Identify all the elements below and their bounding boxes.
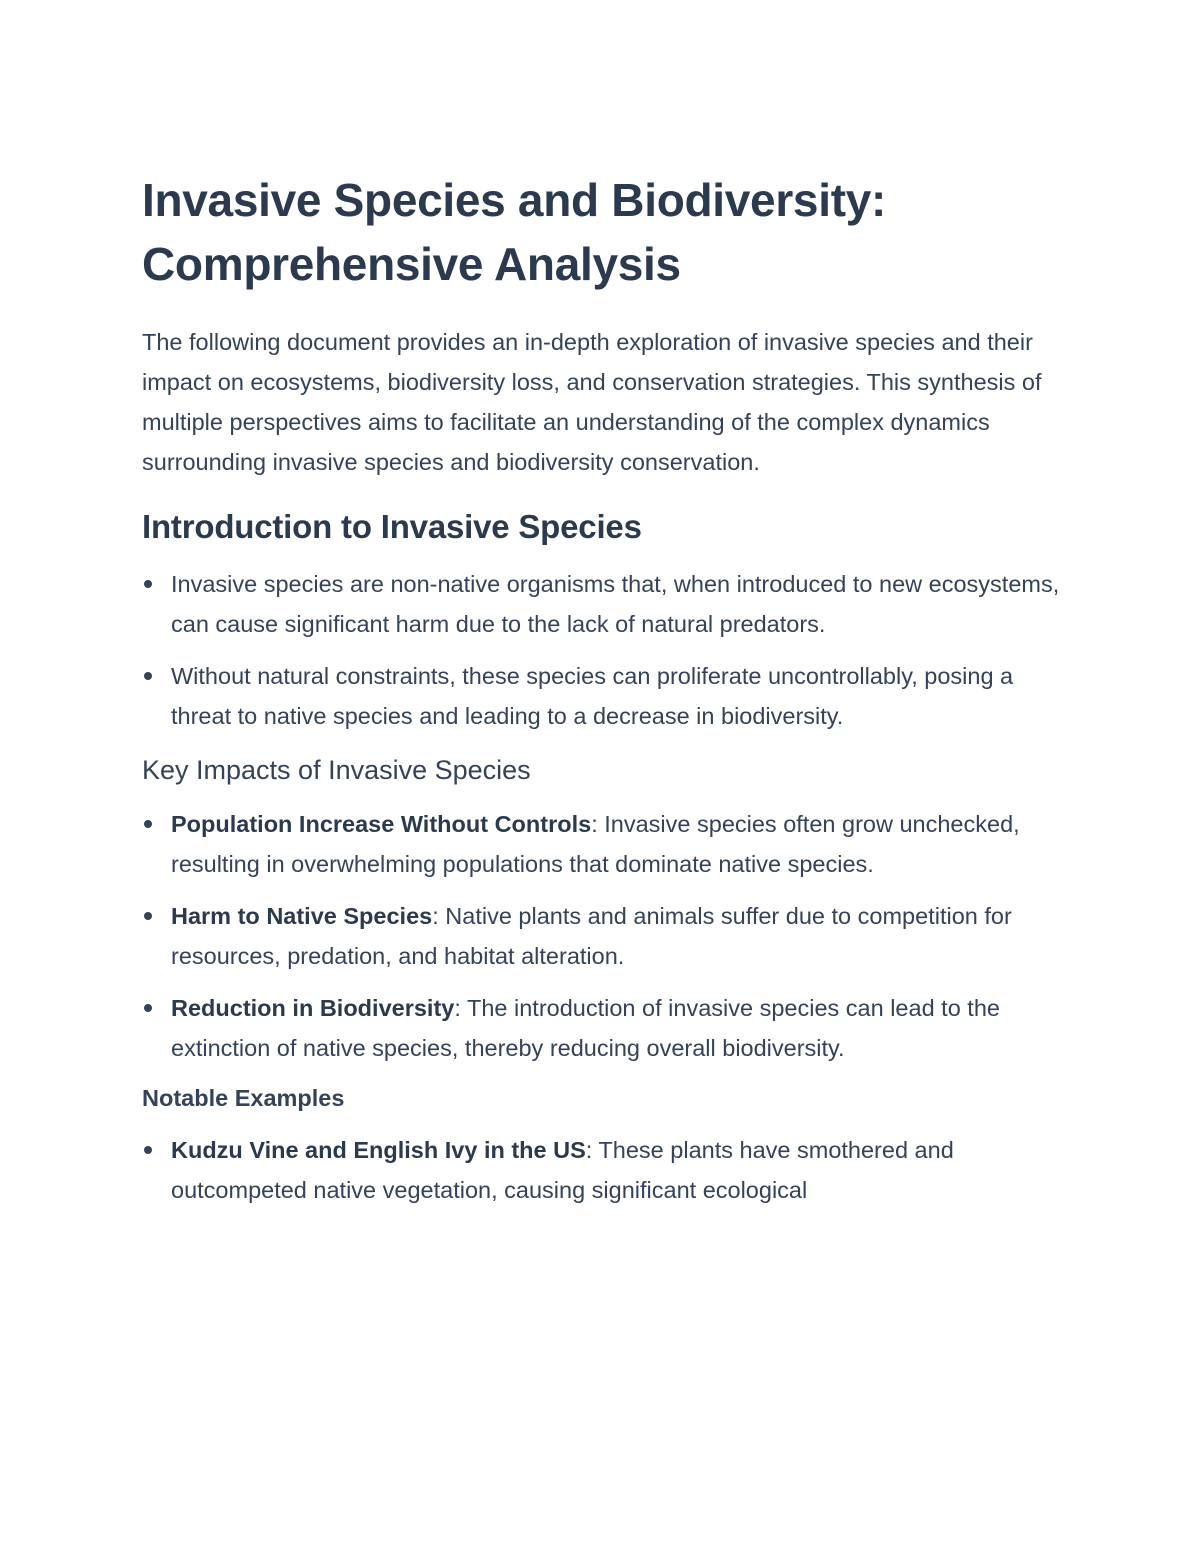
list-item-term: Population Increase Without Controls: [171, 811, 592, 837]
list-item-term: Harm to Native Species: [171, 903, 433, 929]
list-item-text: Without natural constraints, these species can proliferate uncontrollably, posing a threat to native species and leading to a decrease in biodiversity.: [171, 663, 1014, 729]
document-title: Invasive Species and Biodiversity: Comprehensive Analysis: [142, 174, 887, 290]
list-item-text: : Invasive species often grow unchecked, resulting in overwhelming populations that dominate native species.: [171, 811, 1020, 877]
bullet-icon: [144, 912, 152, 920]
section-heading-introduction: Introduction to Invasive Species: [142, 508, 642, 545]
impacts-list: [142, 804, 1062, 1068]
examples-list: [142, 1130, 1062, 1210]
list-item: [142, 656, 1062, 736]
list-item-term: Kudzu Vine and English Ivy in the US: [171, 1137, 586, 1163]
bullet-icon: [144, 1146, 152, 1154]
list-item-text: : The introduction of invasive species can lead to the extinction of native species, thereby reducing overall biodiversity.: [171, 995, 1000, 1061]
bullet-icon: [144, 820, 152, 828]
bullet-icon: [144, 672, 152, 680]
list-item: [142, 804, 1062, 884]
document-page: [142, 168, 1062, 1210]
list-item-text: Invasive species are non-native organisms that, when introduced to new ecosystems, can cause significant harm due to the lack of natural predators.: [171, 571, 1060, 637]
list-item-text: : Native plants and animals suffer due to competition for resources, predation, and habitat alteration.: [171, 903, 1012, 969]
subsection-heading-key-impacts: Key Impacts of Invasive Species: [142, 755, 531, 785]
list-item: [142, 1130, 1062, 1210]
intro-paragraph: The following document provides an in-depth exploration of invasive species and their impact on ecosystems, biodiversity loss, and conservation strategies. This synthesis of multiple perspectives aims to facilitate an understanding of the complex dynamics surrounding invasive species and biodiversity conservation.: [142, 329, 1042, 475]
list-item: [142, 564, 1062, 644]
introduction-list: [142, 564, 1062, 736]
bullet-icon: [144, 1004, 152, 1012]
list-item-term: Reduction in Biodiversity: [171, 995, 455, 1021]
list-item: [142, 896, 1062, 976]
subsection-heading-notable-examples: Notable Examples: [142, 1085, 345, 1111]
list-item-text: : These plants have smothered and outcompeted native vegetation, causing significant ecological: [171, 1137, 954, 1203]
list-item: [142, 988, 1062, 1068]
bullet-icon: [144, 580, 152, 588]
